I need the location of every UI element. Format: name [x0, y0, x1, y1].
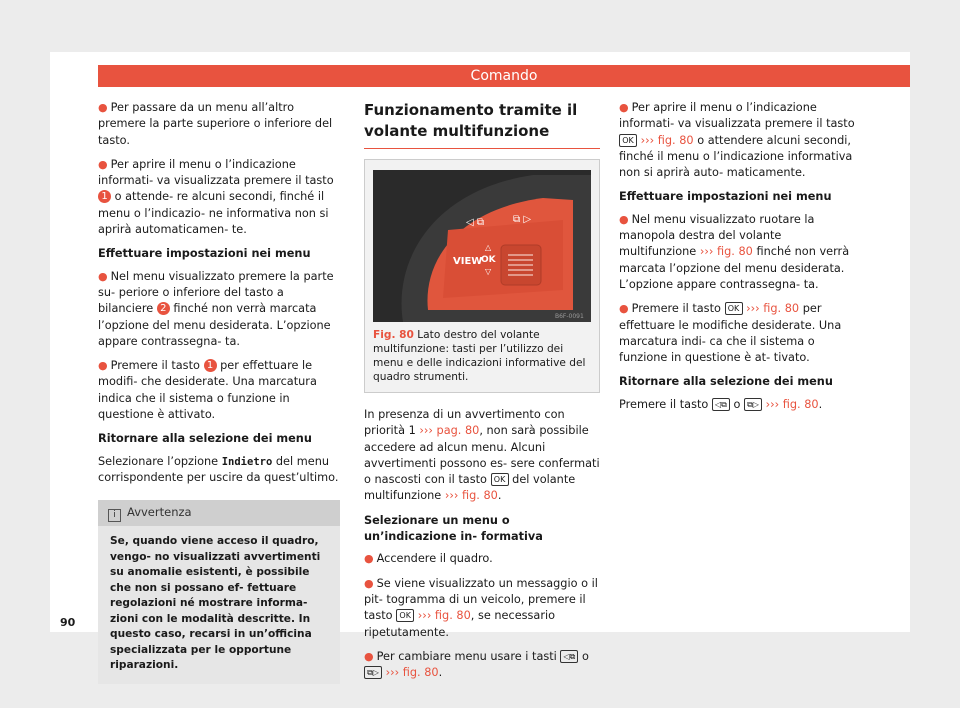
- callout-number: 1: [204, 359, 217, 372]
- heading-select: Selezionare un menu o un’indicazione in- formativa: [364, 513, 543, 544]
- bullet-2: ● Se viene visualizzato un messaggio o il pit- togramma di un veicolo, premere il tasto OK ››› fig. 80, se necessario ripetutamente.: [364, 576, 598, 639]
- bullet-icon: ●: [98, 157, 108, 171]
- bullet-icon: ●: [619, 302, 629, 316]
- steering-wheel-image: [373, 170, 591, 322]
- ok-key-icon: OK: [396, 609, 414, 622]
- bullet-3: ● Nel menu visualizzato premere la parte su- periore o inferiore del tasto a bilanciere 2 finché non verrà marcata l’opzione del menu desiderata. L’opzione appare contrassegna- ta.: [98, 269, 334, 348]
- ok-key-icon: OK: [491, 473, 509, 486]
- column-3: [619, 100, 859, 421]
- figure-code: B6F-0091: [555, 313, 584, 320]
- bullet-icon: ●: [619, 212, 629, 226]
- bullet-icon: ●: [98, 101, 108, 114]
- bullet-icon: ●: [98, 269, 108, 283]
- paragraph-return: Premere il tasto ◁⧉ o ⧉▷ ››› fig. 80.: [619, 397, 823, 411]
- menu-option-code: Indietro: [221, 455, 273, 468]
- fig-ref-link[interactable]: ››› fig. 80: [417, 609, 471, 623]
- prev-key-icon: ◁⧉: [560, 650, 578, 663]
- note-box: [98, 500, 340, 684]
- bullet-1: ● Accendere il quadro.: [364, 552, 493, 566]
- column-1: [98, 100, 340, 684]
- heading-settings: Effettuare impostazioni nei menu: [98, 247, 311, 261]
- note-body: Se, quando viene acceso il quadro, vengo- no visualizzati avvertimenti su anomalie esistenti, è possibile che non si possano ef- fettuare regolazioni né mostrare informa- zioni con le modalità descritte. In questo caso, recarsi in un’officina specializzata per le opportune riparazioni.: [110, 535, 321, 672]
- bullet-icon: ●: [364, 649, 374, 663]
- heading-return: Ritornare alla selezione dei menu: [619, 375, 833, 389]
- bullet-icon: ●: [619, 101, 629, 114]
- fig-ref-link[interactable]: ››› fig. 80: [444, 489, 498, 503]
- bullet-icon: ●: [364, 552, 374, 566]
- page-number: 90: [60, 616, 76, 629]
- bullet-1: ● Per aprire il menu o l’indicazione informati- va visualizzata premere il tasto OK ››› fig. 80 o attendere alcuni secondi, finché il menu o l’indicazione informativa non si aprirà auto- maticamente.: [619, 101, 855, 180]
- bullet-2: ● Nel menu visualizzato ruotare la manopola destra del volante multifunzione ››› fig. 80 finché non verrà marcata l’opzione del menu desiderata. L’opzione appare contrassegna- ta.: [619, 212, 850, 291]
- ok-key-icon: OK: [725, 302, 743, 315]
- svg-text:△: △: [485, 243, 492, 252]
- bullet-1: ● Per passare da un menu all’altro premere la parte superiore o inferiore del tasto.: [98, 101, 333, 147]
- figure-caption: Fig. 80 Lato destro del volante multifunzione: tasti per l’utilizzo dei menu e delle indicazioni informative del quadro strumenti.: [373, 329, 586, 383]
- heading-return: Ritornare alla selezione dei menu: [98, 432, 312, 446]
- ok-key-label: OK: [481, 255, 496, 265]
- fig-ref-link[interactable]: ››› fig. 80: [699, 245, 753, 259]
- bullet-icon: ●: [98, 359, 108, 373]
- fig-ref-link[interactable]: ››› fig. 80: [746, 302, 800, 316]
- steering-wheel-illustration: [373, 170, 591, 322]
- fig-ref-link[interactable]: ››› fig. 80: [765, 397, 819, 411]
- figure-80: [364, 159, 600, 393]
- heading-settings: Effettuare impostazioni nei menu: [619, 190, 832, 204]
- bullet-3: ● Per cambiare menu usare i tasti ◁⧉ o ⧉▷ ››› fig. 80.: [364, 649, 589, 680]
- section-title: Funzionamento tramite il volante multifunzione: [364, 100, 600, 149]
- fig-ref-link[interactable]: ››› fig. 80: [640, 133, 694, 147]
- bullet-2: ● Per aprire il menu o l’indicazione informati- va visualizzata premere il tasto 1 o attende- re alcuni secondi, finché il menu o l’indicazio- ne informativa non si aprirà automaticamen- te.: [98, 157, 334, 237]
- paragraph-return: Selezionare l’opzione Indietro del menu corrispondente per uscire da quest’ultimo.: [98, 454, 339, 484]
- fig-ref-link[interactable]: ››› fig. 80: [385, 666, 439, 680]
- callout-number: 1: [98, 190, 111, 203]
- ok-key-icon: OK: [619, 134, 637, 147]
- section-header: Comando: [98, 65, 910, 87]
- prev-key-label: ◁ ⧉: [466, 217, 485, 228]
- column-2: [364, 100, 600, 689]
- manual-page: [50, 52, 910, 680]
- bullet-3: ● Premere il tasto OK ››› fig. 80 per effettuare le modifiche desiderate. Una marcatura indi- ca che il sistema o funzione in questione è at- tivato.: [619, 302, 842, 365]
- svg-text:▽: ▽: [485, 267, 492, 276]
- prev-key-icon: ◁⧉: [712, 398, 730, 411]
- page-ref-link[interactable]: ››› pag. 80: [419, 424, 480, 438]
- note-header: i Avvertenza: [98, 500, 340, 526]
- next-key-icon: ⧉▷: [744, 398, 762, 411]
- view-key-label: VIEW: [453, 256, 483, 267]
- next-key-label: ⧉ ▷: [513, 214, 532, 225]
- next-key-icon: ⧉▷: [364, 666, 382, 679]
- bullet-4: ● Premere il tasto 1 per effettuare le modifi- che desiderate. Una marcatura indica che il sistema o funzione in questione è attivato.: [98, 359, 317, 422]
- callout-number: 2: [157, 302, 170, 315]
- paragraph-priority: In presenza di un avvertimento con priorità 1 ››› pag. 80, non sarà possibile accedere ad alcun menu. Alcuni avvertimenti possono es- sere confermati o nascosti con il tasto OK del volante multifunzione ››› fig. 80.: [364, 408, 600, 503]
- bullet-icon: ●: [364, 576, 374, 590]
- info-icon: i: [108, 509, 121, 522]
